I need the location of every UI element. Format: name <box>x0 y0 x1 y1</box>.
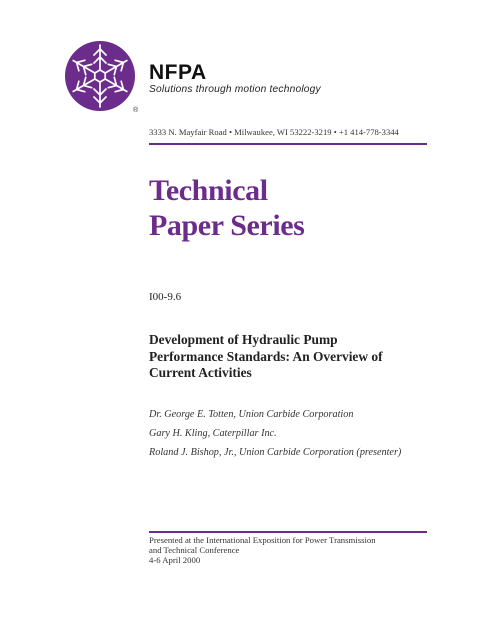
series-title-line-1: Technical <box>149 174 268 207</box>
presentation-date: 4-6 April 2000 <box>149 554 201 565</box>
paper-title-line-3: Current Activities <box>149 365 252 380</box>
presentation-line-2: and Technical Conference <box>149 544 240 555</box>
brand-name: NFPA <box>149 61 207 84</box>
registered-mark: ® <box>133 107 139 114</box>
author-1: Dr. George E. Totten, Union Carbide Corporation <box>149 409 354 420</box>
paper-id: I00-9.6 <box>149 291 182 303</box>
series-title-line-2: Paper Series <box>149 209 305 242</box>
author-list <box>149 408 439 465</box>
nfpa-logo-icon <box>62 38 140 116</box>
paper-title <box>149 332 434 382</box>
paper-title-line-1: Development of Hydraulic Pump <box>149 332 338 347</box>
author-3: Roland J. Bishop, Jr., Union Carbide Corporation (presenter) <box>149 447 402 458</box>
brand-tagline: Solutions through motion technology <box>149 84 321 95</box>
presentation-note <box>149 536 429 565</box>
brand-block <box>149 62 321 95</box>
address-line: 3333 N. Mayfair Road • Milwaukee, WI 53222-3219 • +1 414-778-3344 <box>149 127 399 137</box>
series-title <box>149 173 304 243</box>
presentation-line-1: Presented at the International Exposition for Power Transmission <box>149 535 376 545</box>
bottom-divider <box>149 531 427 533</box>
paper-title-line-2: Performance Standards: An Overview of <box>149 348 383 364</box>
author-2: Gary H. Kling, Caterpillar Inc. <box>149 428 277 439</box>
top-divider <box>149 143 427 145</box>
